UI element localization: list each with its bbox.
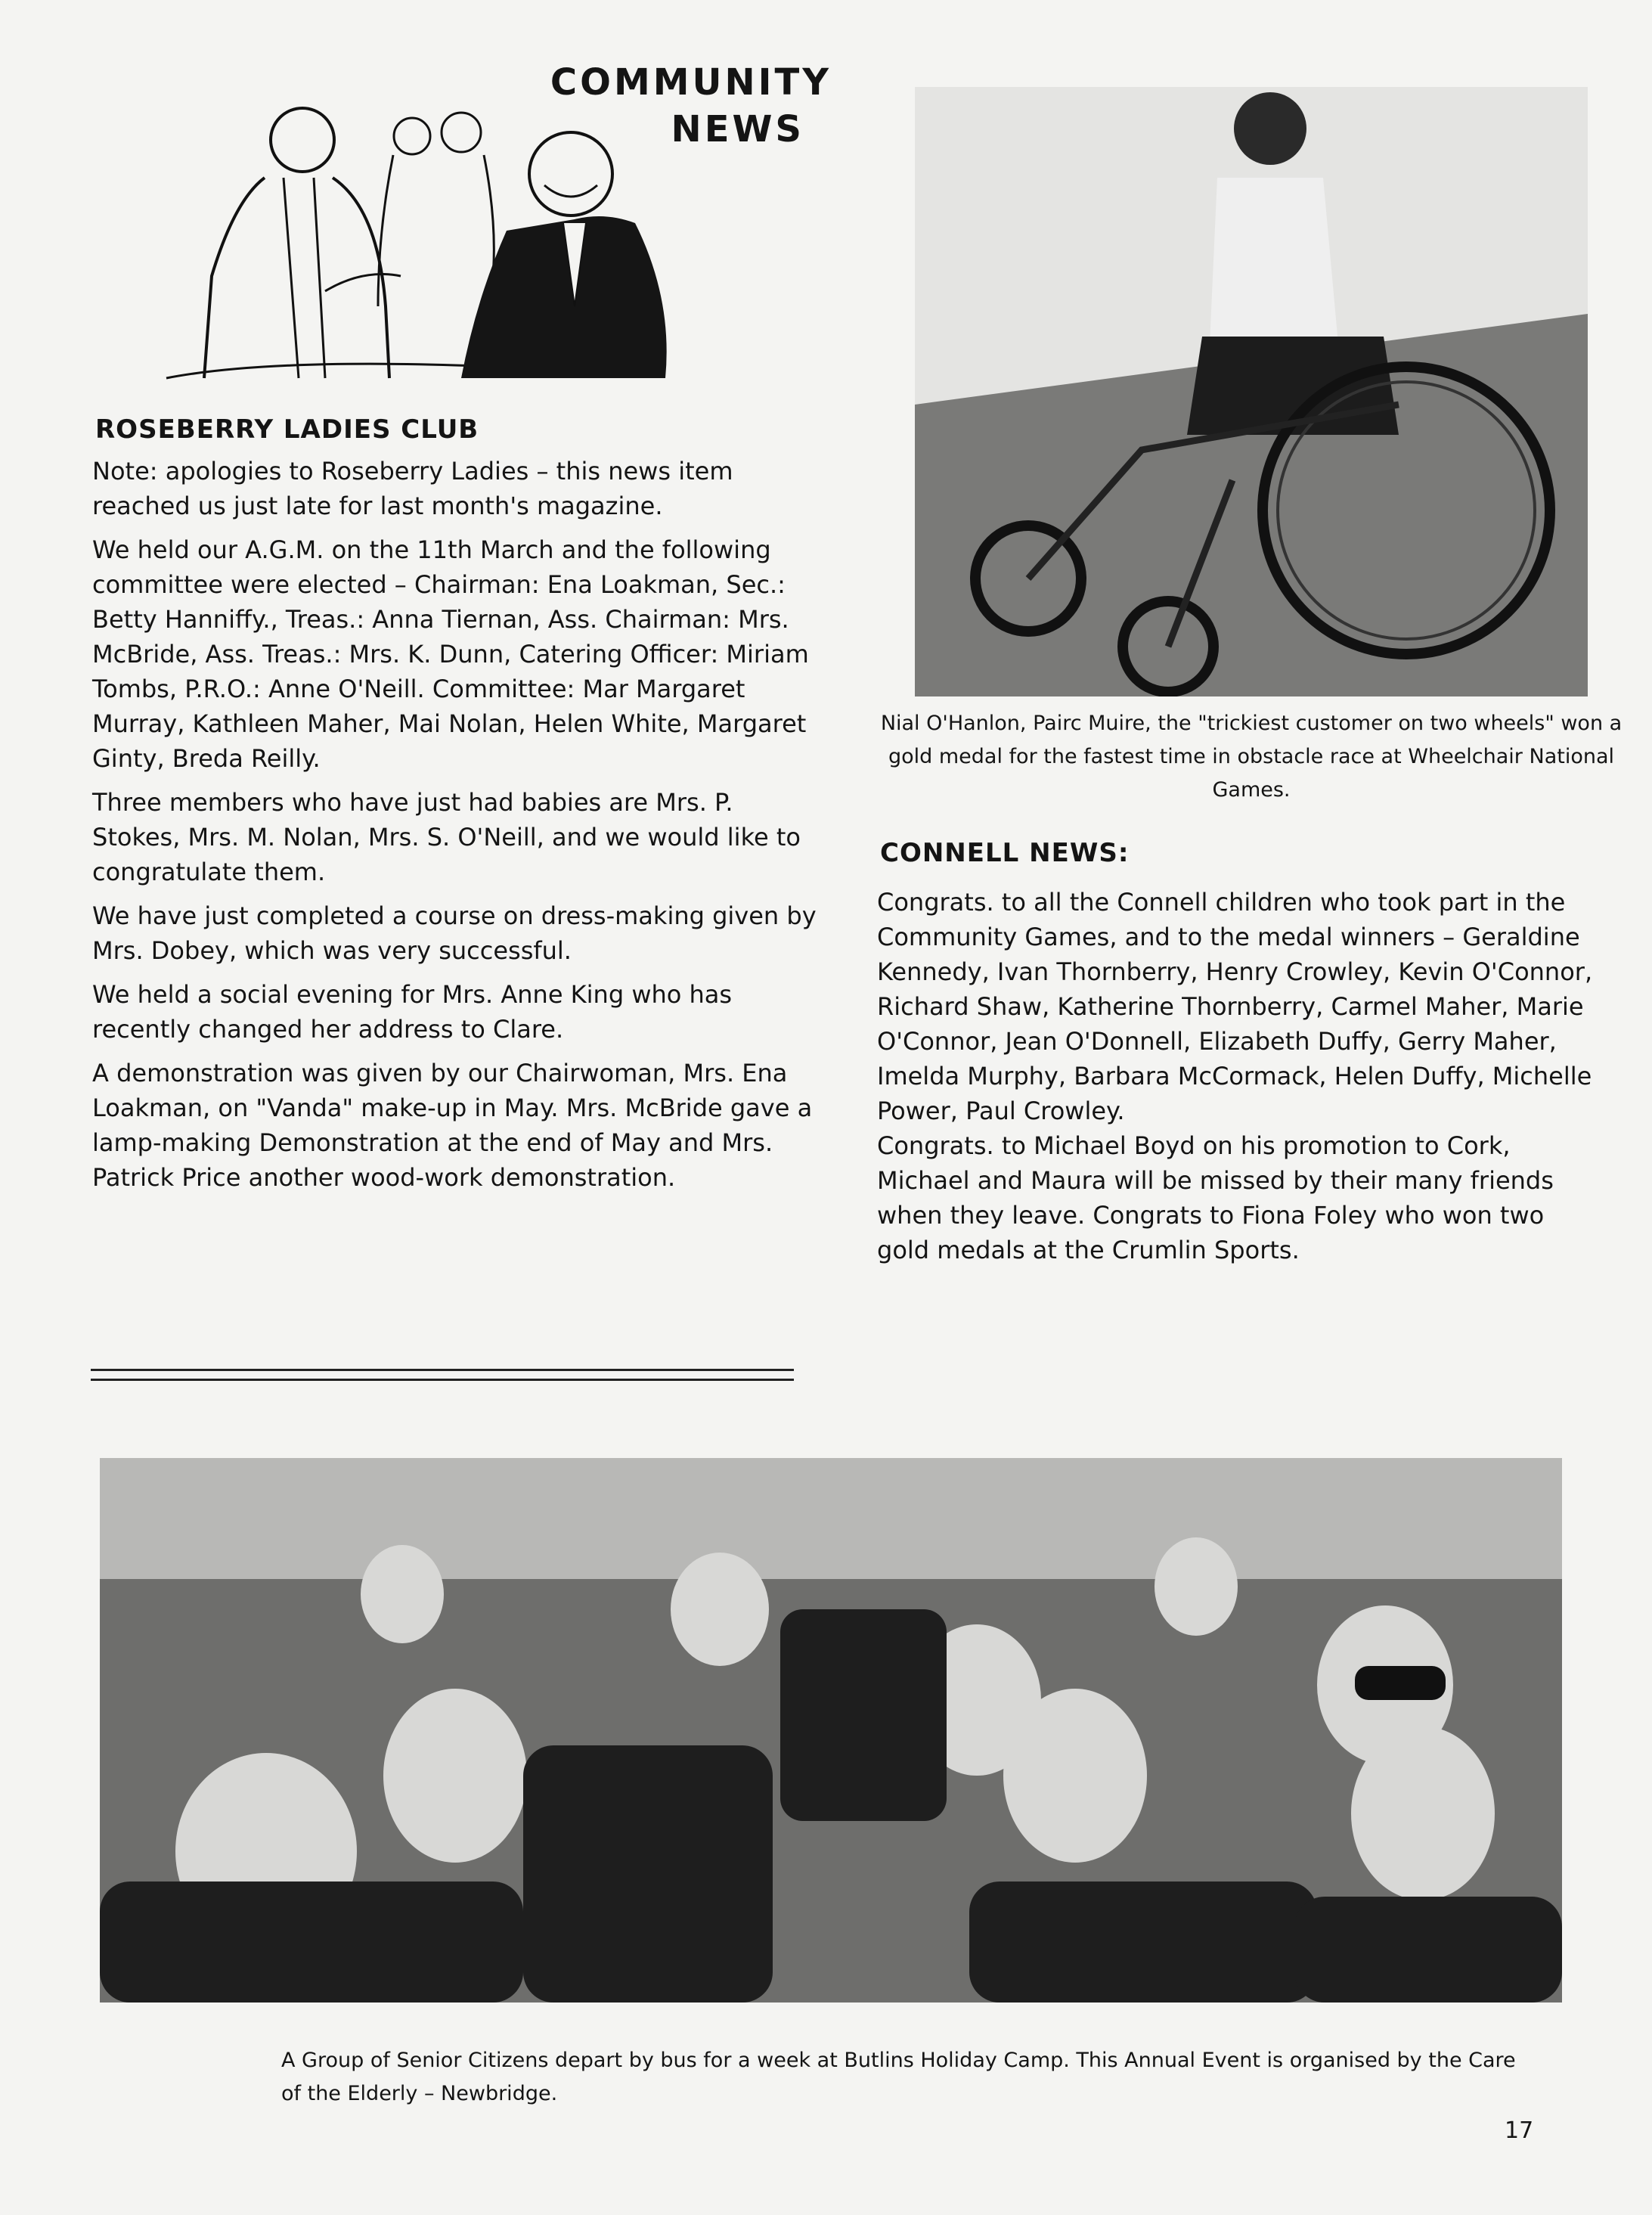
section-heading-connell: CONNELL NEWS:: [880, 838, 1130, 868]
bus-group-photo: [100, 1458, 1562, 2002]
article-paragraph: Congrats. to all the Connell children who took part in the Community Games, and to the medal winners – Geraldine Kennedy, Ivan Thornberry, Henry Crowley, Kevin O'Connor, Richard Shaw, Katherine Thornberry, Carmel Maher, Marie O'Connor, Jean O'Donnell, Elizabeth Duffy, Gerry Maher, Imelda Murphy, Barbara McCormack, Helen Duffy, Michelle Power, Paul Crowley.: [877, 888, 1593, 1125]
photo-caption: A Group of Senior Citizens depart by bus for a week at Butlins Holiday Camp. This Annual Event is organised by the Care of the Elderly – Newbridge.: [281, 2049, 1516, 2105]
roseberry-article: [92, 454, 818, 1204]
article-paragraph: Three members who have just had babies are Mrs. P. Stokes, Mrs. M. Nolan, Mrs. S. O'Neill, and we would like to congratulate them.: [92, 788, 801, 886]
page-title-line2: NEWS: [671, 108, 804, 150]
article-paragraph: We held a social evening for Mrs. Anne King who has recently changed her address to Clare.: [92, 980, 733, 1044]
page-number: 17: [1505, 2117, 1534, 2144]
article-paragraph: Note: apologies to Roseberry Ladies – this news item reached us just late for last month's magazine.: [92, 457, 733, 520]
article-paragraph: A demonstration was given by our Chairwoman, Mrs. Ena Loakman, on "Vanda" make-up in May. Mrs. McBride gave a lamp-making Demonstration at the end of May and Mrs. Patrick Price another wood-work demonstration.: [92, 1059, 813, 1192]
header-illustration: [151, 79, 680, 382]
photo-caption: Nial O'Hanlon, Pairc Muire, the "trickiest customer on two wheels" won a gold medal for the fastest time in obstacle race at Wheelchair National Games.: [880, 712, 1623, 802]
section-heading-roseberry: ROSEBERRY LADIES CLUB: [95, 414, 479, 445]
connell-article: [877, 885, 1603, 1267]
wheelchair-photo: [915, 87, 1588, 696]
section-divider: [91, 1369, 794, 1381]
article-paragraph: Congrats. to Michael Boyd on his promotion to Cork, Michael and Maura will be missed by their many friends when they leave. Congrats to Fiona Foley who won two gold medals at the Crumlin Sports.: [877, 1131, 1554, 1264]
article-paragraph: We held our A.G.M. on the 11th March and the following committee were elected – Chairman: Ena Loakman, Sec.: Betty Hanniffy., Treas.: Anna Tiernan, Ass. Chairman: Mrs. McBride, Ass. Treas.: Mrs. K. Dunn, Catering Officer: Miriam Tombs, P.R.O.: Anne O'Neill. Committee: Mar Margaret Murray, Kathleen Maher, Mai Nolan, Helen White, Margaret Ginty, Breda Reilly.: [92, 535, 809, 773]
page-title-line1: COMMUNITY: [550, 61, 832, 104]
article-paragraph: We have just completed a course on dress-making given by Mrs. Dobey, which was very successful.: [92, 901, 817, 965]
